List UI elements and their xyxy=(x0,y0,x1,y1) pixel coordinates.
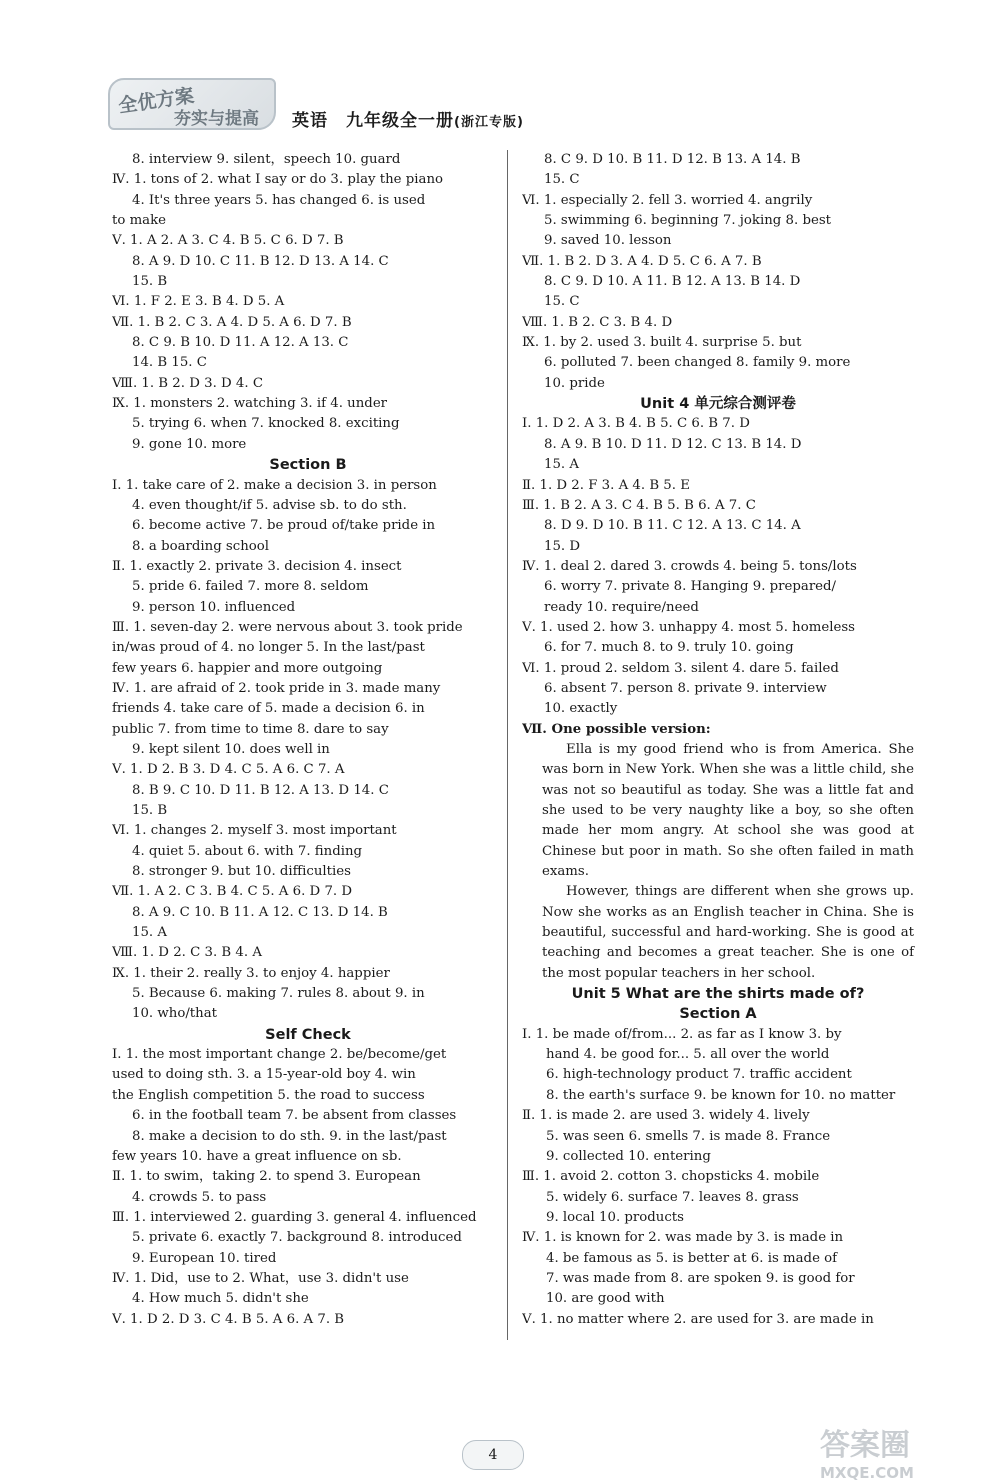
site-watermark xyxy=(820,1420,914,1482)
answer-line: 5. private 6. exactly 7. background 8. introduced xyxy=(132,1230,462,1246)
answer-line: Ⅶ. One possible version: xyxy=(522,721,711,737)
answer-line: Ⅰ. 1. take care of 2. make a decision 3. in person xyxy=(112,477,437,493)
answer-line: 9. local 10. products xyxy=(546,1209,684,1225)
answer-line: 4. crowds 5. to pass xyxy=(132,1189,267,1205)
answer-line: 8. C 9. D 10. A 11. B 12. A 13. B 14. D xyxy=(544,274,801,290)
answer-line: 15. B xyxy=(132,274,168,290)
section-heading: Unit 5 What are the shirts made of? xyxy=(571,986,865,1003)
answer-line: 9. gone 10. more xyxy=(132,436,247,452)
answer-line: Ⅴ. 1. no matter where 2. are used for 3. are made in xyxy=(522,1311,874,1327)
answer-line: ready 10. require/need xyxy=(544,599,699,615)
answer-line: Ⅸ. 1. their 2. really 3. to enjoy 4. happier xyxy=(112,965,390,981)
answer-line: Ⅶ. 1. B 2. C 3. A 4. D 5. A 6. D 7. B xyxy=(112,314,352,330)
answer-line: 8. A 9. B 10. D 11. D 12. C 13. B 14. D xyxy=(544,436,802,452)
answer-line: Ⅷ. 1. B 2. D 3. D 4. C xyxy=(112,375,263,391)
answer-line: used to doing sth. 3. a 15-year-old boy 4. win xyxy=(112,1067,416,1083)
answer-line: 9. European 10. tired xyxy=(132,1250,277,1266)
answer-line: 15. A xyxy=(132,925,167,941)
answer-line: 6. worry 7. private 8. Hanging 9. prepared/ xyxy=(544,579,837,595)
answer-line: 5. was seen 6. smells 7. is made 8. France xyxy=(546,1128,831,1144)
answer-line: 15. D xyxy=(544,538,581,554)
answer-line: 10. pride xyxy=(544,375,605,391)
book-title-main: 英语 九年级全一册 xyxy=(292,111,454,131)
answer-line: in/was proud of 4. no longer 5. In the last/past xyxy=(112,640,425,656)
watermark-text: 答案圈 xyxy=(820,1428,910,1463)
answer-line: 8. the earth's surface 9. be known for 10. no matter xyxy=(546,1087,896,1103)
section-heading: Section B xyxy=(269,457,347,474)
answer-line: 15. C xyxy=(544,294,580,310)
answer-line: Ⅰ. 1. the most important change 2. be/become/get xyxy=(112,1047,447,1063)
answer-line: hand 4. be good for... 5. all over the world xyxy=(546,1047,830,1063)
answer-line: to make xyxy=(112,213,167,229)
answer-line: 15. B xyxy=(132,803,168,818)
answer-line: public 7. from time to time 8. dare to say xyxy=(112,721,389,737)
answer-line: 5. Because 6. making 7. rules 8. about 9. in xyxy=(132,986,425,1002)
answer-line: Ⅶ. 1. A 2. C 3. B 4. C 5. A 6. D 7. D xyxy=(112,884,353,900)
answer-line: Ⅳ. 1. Did，use to 2. What，use 3. didn't use xyxy=(112,1270,409,1286)
answer-line: 9. saved 10. lesson xyxy=(544,233,672,249)
answer-line: 8. a boarding school xyxy=(132,538,270,554)
answer-line: Ⅲ. 1. seven-day 2. were nervous about 3. took pride xyxy=(112,619,463,635)
essay-paragraph: Ella is my good friend who is from America. She was born in New York. When she was a little child, she was not so beautiful as today. She was a little fat and she used to be very naughty like a boy, so she often made her mom angry. At school she was good at Chinese but poor in math. So she often failed in math exams. xyxy=(542,741,914,880)
answer-line: Ⅷ. 1. D 2. C 3. B 4. A xyxy=(112,945,262,961)
answer-line: 14. B 15. C xyxy=(132,355,207,371)
answer-line: 15. C xyxy=(544,172,580,188)
answer-line: Ⅱ. 1. D 2. F 3. A 4. B 5. E xyxy=(522,477,690,493)
answer-line: Ⅲ. 1. avoid 2. cotton 3. chopsticks 4. mobile xyxy=(522,1169,820,1185)
answer-line: Ⅴ. 1. used 2. how 3. unhappy 4. most 5. homeless xyxy=(522,619,856,635)
answer-line: few years 6. happier and more outgoing xyxy=(112,660,383,676)
answer-line: 10. exactly xyxy=(544,701,618,717)
answer-line: 4. be famous as 5. is better at 6. is made of xyxy=(546,1250,838,1266)
answer-line: friends 4. take care of 5. made a decision 6. in xyxy=(112,701,425,717)
answer-line: 8. make a decision to do sth. 9. in the last/past xyxy=(132,1128,447,1144)
answer-line: 8. D 9. D 10. B 11. C 12. A 13. C 14. A xyxy=(544,518,801,534)
answer-line: Ⅳ. 1. tons of 2. what I say or do 3. play the piano xyxy=(112,172,444,188)
book-title xyxy=(292,106,524,131)
answer-line: 8. B 9. C 10. D 11. B 12. A 13. D 14. C xyxy=(132,782,389,798)
answer-line: 8. A 9. D 10. C 11. B 12. D 13. A 14. C xyxy=(132,253,389,269)
answer-line: Ⅰ. 1. D 2. A 3. B 4. B 5. C 6. B 7. D xyxy=(522,416,750,432)
answer-line: Ⅴ. 1. D 2. D 3. C 4. B 5. A 6. A 7. B xyxy=(112,1311,345,1327)
answer-line: 6. for 7. much 8. to 9. truly 10. going xyxy=(544,640,794,656)
answer-line: Ⅰ. 1. be made of/from... 2. as far as I know 3. by xyxy=(522,1026,842,1042)
series-logo xyxy=(108,78,276,130)
answer-line: 5. swimming 6. beginning 7. joking 8. best xyxy=(544,213,831,229)
answer-line: Ⅳ. 1. are afraid of 2. took pride in 3. made many xyxy=(112,680,441,696)
answer-line: 4. even thought/if 5. advise sb. to do sth. xyxy=(132,497,407,513)
answer-line: Ⅴ. 1. D 2. B 3. D 4. C 5. A 6. C 7. A xyxy=(112,762,345,778)
answer-line: 6. polluted 7. been changed 8. family 9. more xyxy=(544,355,851,371)
answer-line: 6. become active 7. be proud of/take pride in xyxy=(132,518,436,534)
answer-line: Ⅶ. 1. B 2. D 3. A 4. D 5. C 6. A 7. B xyxy=(522,253,762,269)
answer-line: Ⅲ. 1. interviewed 2. guarding 3. general 4. influenced xyxy=(112,1209,477,1225)
left-answer-column xyxy=(112,150,504,1330)
logo-line-2: 夯实与提高 xyxy=(174,109,259,129)
answer-line: 8. stronger 9. but 10. difficulties xyxy=(132,864,351,880)
answer-line: 8. C 9. D 10. B 11. D 12. B 13. A 14. B xyxy=(544,152,801,167)
answer-line: 4. quiet 5. about 6. with 7. finding xyxy=(132,843,363,859)
answer-line: 4. It's three years 5. has changed 6. is used xyxy=(132,192,426,208)
answer-line: 5. pride 6. failed 7. more 8. seldom xyxy=(132,579,369,595)
page-number: 4 xyxy=(462,1440,524,1470)
answer-line: 10. who/that xyxy=(132,1006,217,1022)
logo-line-1: 全优方案 xyxy=(117,84,196,118)
answer-line: Ⅸ. 1. monsters 2. watching 3. if 4. under xyxy=(112,396,388,412)
answer-line: 8. C 9. B 10. D 11. A 12. A 13. C xyxy=(132,335,349,351)
book-title-edition: (浙江专版) xyxy=(454,115,524,130)
answer-line: few years 10. have a great influence on sb. xyxy=(112,1148,402,1164)
answer-line: Ⅱ. 1. is made 2. are used 3. widely 4. lively xyxy=(522,1108,810,1124)
answer-line: Ⅷ. 1. B 2. C 3. B 4. D xyxy=(522,314,673,330)
answer-line: 10. are good with xyxy=(546,1291,665,1307)
watermark-url: MXQE.COM xyxy=(820,1464,914,1482)
answer-line: 6. absent 7. person 8. private 9. interview xyxy=(544,680,827,696)
answer-line: Ⅸ. 1. by 2. used 3. built 4. surprise 5. but xyxy=(522,335,802,351)
answer-line: 5. trying 6. when 7. knocked 8. exciting xyxy=(132,416,400,432)
answer-line: Ⅱ. 1. exactly 2. private 3. decision 4. insect xyxy=(112,558,402,574)
answer-line: 8. interview 9. silent，speech 10. guard xyxy=(132,152,401,167)
column-divider xyxy=(507,150,508,1340)
answer-line: 8. A 9. C 10. B 11. A 12. C 13. D 14. B xyxy=(132,904,388,920)
answer-line: Ⅳ. 1. is known for 2. was made by 3. is made in xyxy=(522,1230,844,1246)
answer-line: 6. in the football team 7. be absent from classes xyxy=(132,1108,457,1124)
section-heading: Unit 4 单元综合测评卷 xyxy=(640,396,796,413)
essay-paragraph: However, things are different when she grows up. Now she works as an English teacher in China. She is beautiful, successful and hard-working. She is good at teaching and becomes a great teacher. She is one of the most popular teachers in her school. xyxy=(542,884,914,981)
answer-line: 5. widely 6. surface 7. leaves 8. grass xyxy=(546,1189,799,1205)
answer-line: Ⅵ. 1. especially 2. fell 3. worried 4. angrily xyxy=(522,192,813,208)
answer-line: Ⅲ. 1. B 2. A 3. C 4. B 5. B 6. A 7. C xyxy=(522,497,756,513)
page-header xyxy=(108,78,608,138)
answer-line: Ⅵ. 1. proud 2. seldom 3. silent 4. dare 5. failed xyxy=(522,660,839,676)
answer-line: 4. How much 5. didn't she xyxy=(132,1291,309,1307)
answer-line: Ⅵ. 1. changes 2. myself 3. most important xyxy=(112,823,397,839)
answer-line: Ⅳ. 1. deal 2. dared 3. crowds 4. being 5. tons/lots xyxy=(522,558,857,574)
answer-line: Ⅴ. 1. A 2. A 3. C 4. B 5. C 6. D 7. B xyxy=(112,233,344,249)
right-answer-column xyxy=(522,150,914,1330)
section-heading: Section A xyxy=(679,1006,757,1023)
answer-line: the English competition 5. the road to success xyxy=(112,1087,425,1103)
answer-line: Ⅱ. 1. to swim，taking 2. to spend 3. European xyxy=(112,1169,421,1185)
answer-line: 6. high-technology product 7. traffic accident xyxy=(546,1067,852,1083)
answer-line: 9. person 10. influenced xyxy=(132,599,296,615)
answer-line: 9. kept silent 10. does well in xyxy=(132,741,330,757)
answer-line: 7. was made from 8. are spoken 9. is good for xyxy=(546,1270,855,1286)
answer-line: Ⅵ. 1. F 2. E 3. B 4. D 5. A xyxy=(112,294,285,310)
answer-line: 15. A xyxy=(544,457,579,473)
answer-line: 9. collected 10. entering xyxy=(546,1148,711,1164)
section-heading: Self Check xyxy=(265,1026,351,1043)
